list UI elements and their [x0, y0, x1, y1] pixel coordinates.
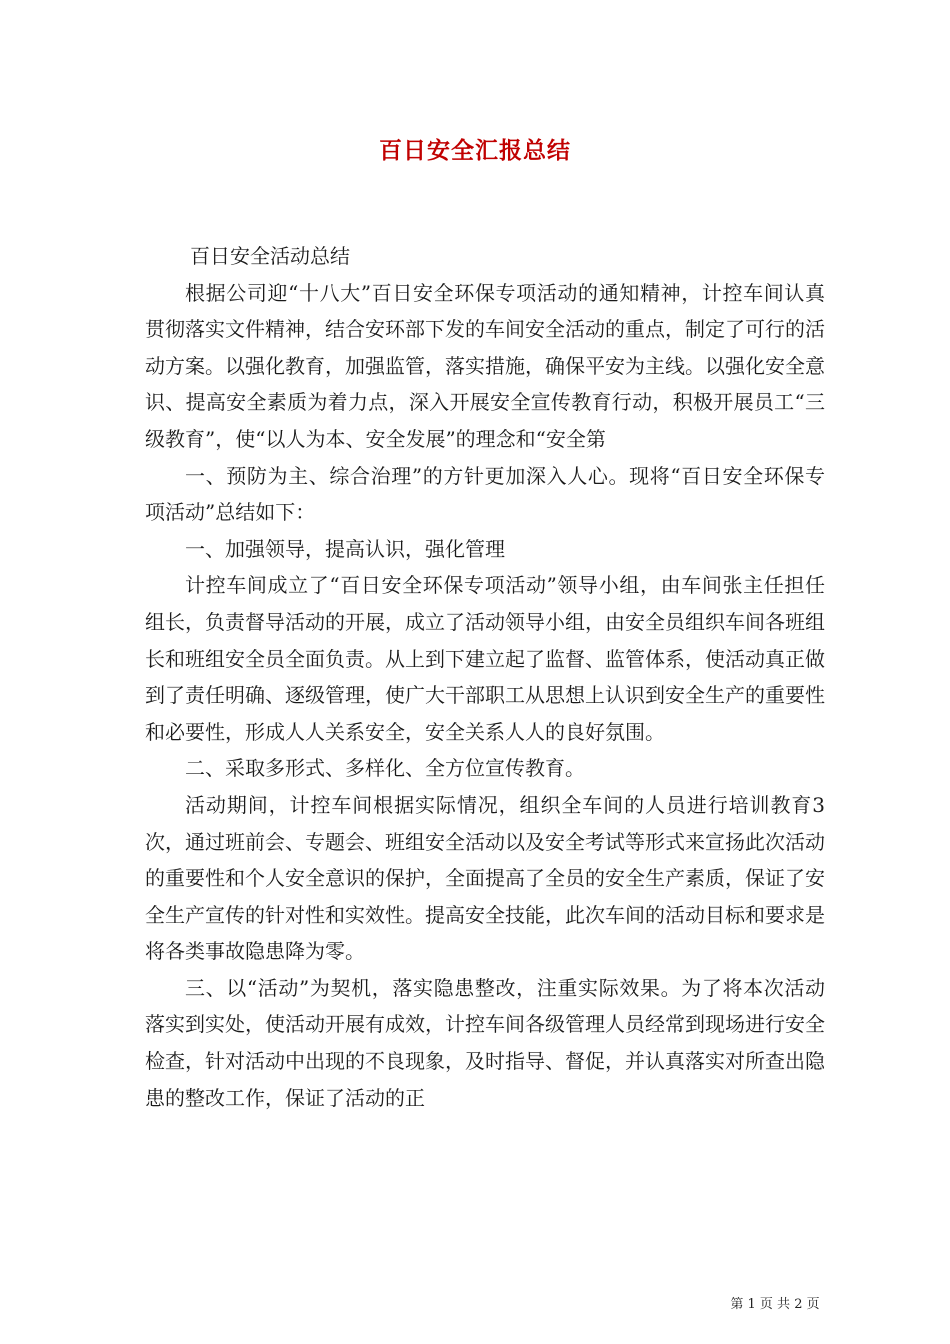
document-title: 百日安全汇报总结 [379, 137, 571, 164]
paragraph-education: 活动期间，计控车间根据实际情况，组织全车间的人员进行培训教育3次，通过班前会、专题会、班组安全活动以及安全考试等形式来宣扬此次活动的重要性和个人安全意识的保护，全面提高了全员的安全生产素质，保证了安全生产宣传的针对性和实效性。提高安全技能，此次车间的活动目标和要求是将各类事故隐患降为零。 [145, 792, 825, 964]
paragraph-rectification: 三、以“活动”为契机，落实隐患整改，注重实际效果。为了将本次活动落实到实处，使活动开展有成效，计控车间各级管理人员经常到现场进行安全检查，针对活动中出现的不良现象，及时指导、督促，并认真落实对所查出隐患的整改工作，保证了活动的正 [145, 975, 825, 1110]
section-heading-education: 二、采取多形式、多样化、全方位宣传教育。 [185, 756, 585, 781]
paragraph-principle: 一、预防为主、综合治理”的方针更加深入人心。现将“百日安全环保专项活动”总结如下： [145, 463, 825, 525]
document-subtitle: 百日安全活动总结 [190, 244, 350, 268]
paragraph-leadership: 计控车间成立了“百日安全环保专项活动”领导小组，由车间张主任担任组长，负责督导活动的开展，成立了活动领导小组，由安全员组织车间各班组长和班组安全员全面负责。从上到下建立起了监督、监管体系，使活动真正做到了责任明确、逐级管理，使广大干部职工从思想上认识到安全生产的重要性和必要性，形成人人关系安全，安全关系人人的良好氛围。 [145, 573, 825, 744]
section-heading-leadership: 一、加强领导，提高认识，强化管理 [185, 536, 505, 561]
page-number: 第 1 页 共 2 页 [730, 1297, 820, 1312]
paragraph-intro: 根据公司迎“十八大”百日安全环保专项活动的通知精神，计控车间认真贯彻落实文件精神，结合安环部下发的车间安全活动的重点，制定了可行的活动方案。以强化教育，加强监管，落实措施，确保平安为主线。以强化安全意识、提高安全素质为着力点，深入开展安全宣传教育行动，积极开展员工“三级教育”，使“以人为本、安全发展”的理念和“安全第 [145, 280, 825, 451]
document-body [145, 238, 825, 1116]
